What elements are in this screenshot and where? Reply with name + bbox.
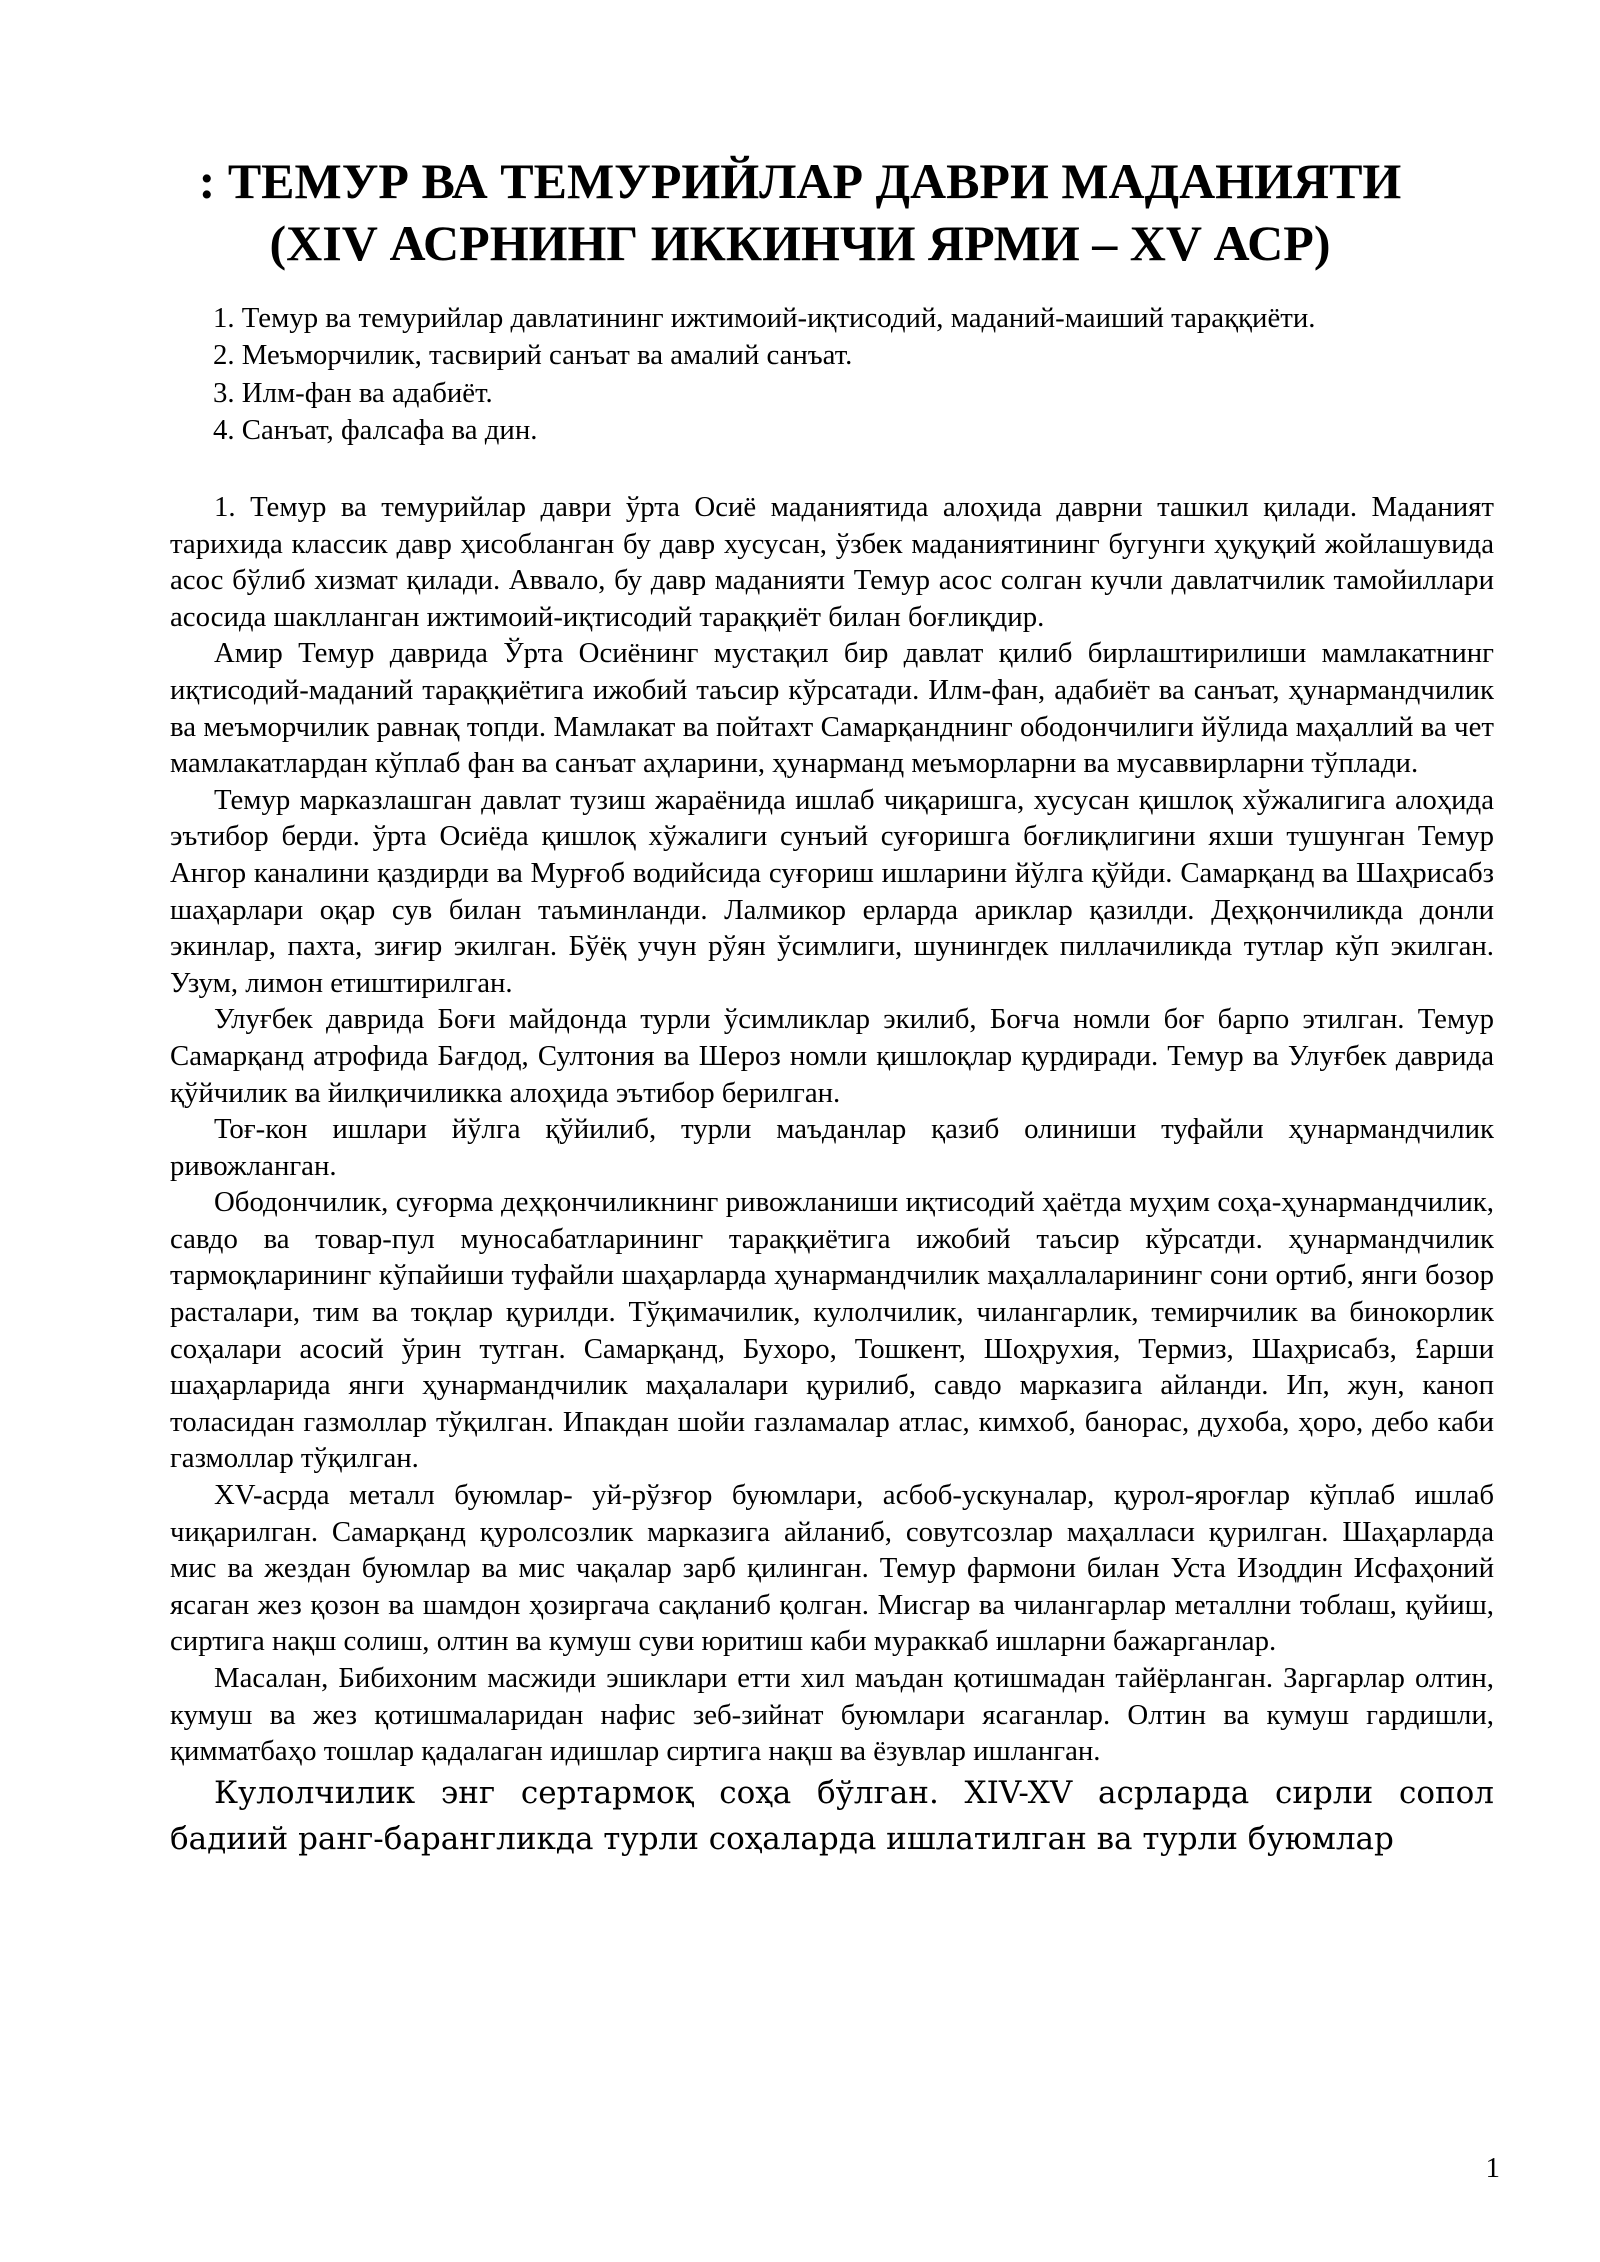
body-text — [170, 489, 1494, 1862]
table-of-contents — [213, 300, 1513, 450]
paragraph: Амир Темур даврида Ўрта Осиёнинг мустақил бир давлат қилиб бирлаштирилиши мамлакатнинг иқтисодий-маданий тараққиётига ижобий таъсир кўрсатади. Илм-фан, адабиёт ва санъат, ҳунармандчилик ва меъморчилик равнақ топди. Мамлакат ва пойтахт Самарқанднинг ободончилиги йўлида маҳаллий ва чет мамлакатлардан кўплаб фан ва санъат аҳларини, ҳунарманд меъморларни ва мусаввирларни тўплади. — [170, 637, 1494, 780]
paragraph-continued: Кулолчилик энг сертармоқ соҳа бўлган. XIV-XV асрларда сирли сопол бадиий ранг-барангликда турли соҳаларда ишлатилган ва турли буюмлар — [170, 1774, 1494, 1857]
paragraph: Ободончилик, суғорма деҳқончиликнинг ривожланиши иқтисодий ҳаётда муҳим соҳа-ҳунармандчилик, савдо ва товар-пул муносабатларининг тараққиётига ижобий таъсир кўрсатди. ҳунармандчилик тармоқларининг кўпайиши туфайли шаҳарларда ҳунармандчилик маҳаллаларининг сони ортиб, янги бозор расталари, тим ва тоқлар қурилди. Тўқимачилик, кулолчилик, чилангарлик, темирчилик ва бинокорлик соҳалари асосий ўрин тутган. Самарқанд, Бухоро, Тошкент, Шоҳрухия, Термиз, Шаҳрисабз, £арши шаҳарларида янги ҳунармандчилик маҳалалари қурилиб, савдо марказига айланди. Ип, жун, каноп толасидан газмоллар тўқилган. Ипакдан шойи газламалар атлас, кимхоб, банорас, духоба, ҳоро, дебо каби газмоллар тўқилган. — [170, 1186, 1494, 1475]
toc-item: 3. Илм-фан ва адабиёт. — [213, 376, 493, 409]
paragraph: Улуғбек даврида Боғи майдонда турли ўсимликлар экилиб, Боғча номли боғ барпо этилган. Темур Самарқанд атрофида Бағдод, Султония ва Шероз номли қишлоқлар қурдиради. Темур ва Улуғбек даврида қўйчилик ва йилқичиликка алоҳида эътибор берилган. — [170, 1003, 1494, 1109]
toc-item: 1. Темур ва темурийлар давлатининг ижтимоий-иқтисодий, маданий-маиший тараққиёти. — [213, 302, 1316, 334]
page-number: 1 — [1485, 2152, 1500, 2184]
paragraph: 1. Темур ва темурийлар даври ўрта Осиё маданиятида алоҳида даврни ташкил қилади. Маданият тарихида классик давр ҳисобланган бу давр хусусан, ўзбек маданиятининг бугунги ҳуқуқий жойлашувида асос бўлиб хизмат қилади. Аввало, бу давр маданияти Темур асос солган кучли давлатчилик тамойиллари асосида шаклланган ижтимоий-иқтисодий тараққиёт билан боғлиқдир. — [170, 491, 1494, 633]
document-title: : ТЕМУР ВА ТЕМУРИЙЛАР ДАВРИ МАДАНИЯТИ (XIV АСРНИНГ ИККИНЧИ ЯРМИ – XV АСР) — [198, 153, 1402, 271]
paragraph: XV-асрда металл буюмлар- уй-рўзғор буюмлари, асбоб-ускуналар, қурол-яроғлар кўплаб ишлаб чиқарилган. Самарқанд қуролсозлик марказига айланиб, совутсозлар маҳалласи қурилган. Шаҳарларда мис ва жездан буюмлар ва мис чақалар зарб қилинган. Темур фармони билан Уста Изоддин Исфаҳоний ясаган жез қозон ва шамдон ҳозиргача сақланиб қолган. Мисгар ва чилангарлар металлни тоблаш, қуйиш, сиртига нақш солиш, олтин ва кумуш суви юритиш каби мураккаб ишларни бажарганлар. — [170, 1479, 1494, 1658]
paragraph: Темур марказлашган давлат тузиш жараёнида ишлаб чиқаришга, хусусан қишлоқ хўжалигига алоҳида эътибор берди. ўрта Осиёда қишлоқ хўжалиги сунъий суғоришга боғлиқлигини яхши тушунган Темур Ангор каналини қаздирди ва Мурғоб водийсида суғориш ишларини йўлга қўйди. Самарқанд ва Шаҳрисабз шаҳарлари оқар сув билан таъминланди. Лалмикор ерларда ариклар қазилди. Деҳқончиликда донли экинлар, пахта, зиғир экилган. Бўёқ учун рўян ўсимлиги, шунингдек пиллачиликда тутлар кўп экилган. Узум, лимон етиштирилган. — [170, 783, 1494, 999]
paragraph: Тоғ-кон ишлари йўлга қўйилиб, турли маъданлар қазиб олиниши туфайли ҳунармандчилик ривожланган. — [170, 1113, 1494, 1182]
toc-item: 2. Меъморчилик, тасвирий санъат ва амалий санъат. — [213, 339, 853, 372]
toc-item: 4. Санъат, фалсафа ва дин. — [213, 414, 538, 447]
paragraph: Масалан, Бибихоним масжиди эшиклари етти хил маъдан қотишмадан тайёрланган. Заргарлар олтин, кумуш ва жез қотишмаларидан нафис зеб-зийнат буюмлари ясаганлар. Олтин ва кумуш гардишли, қимматбаҳо тошлар қадалаган идишлар сиртига нақш ва ёзувлар ишланган. — [170, 1662, 1494, 1768]
